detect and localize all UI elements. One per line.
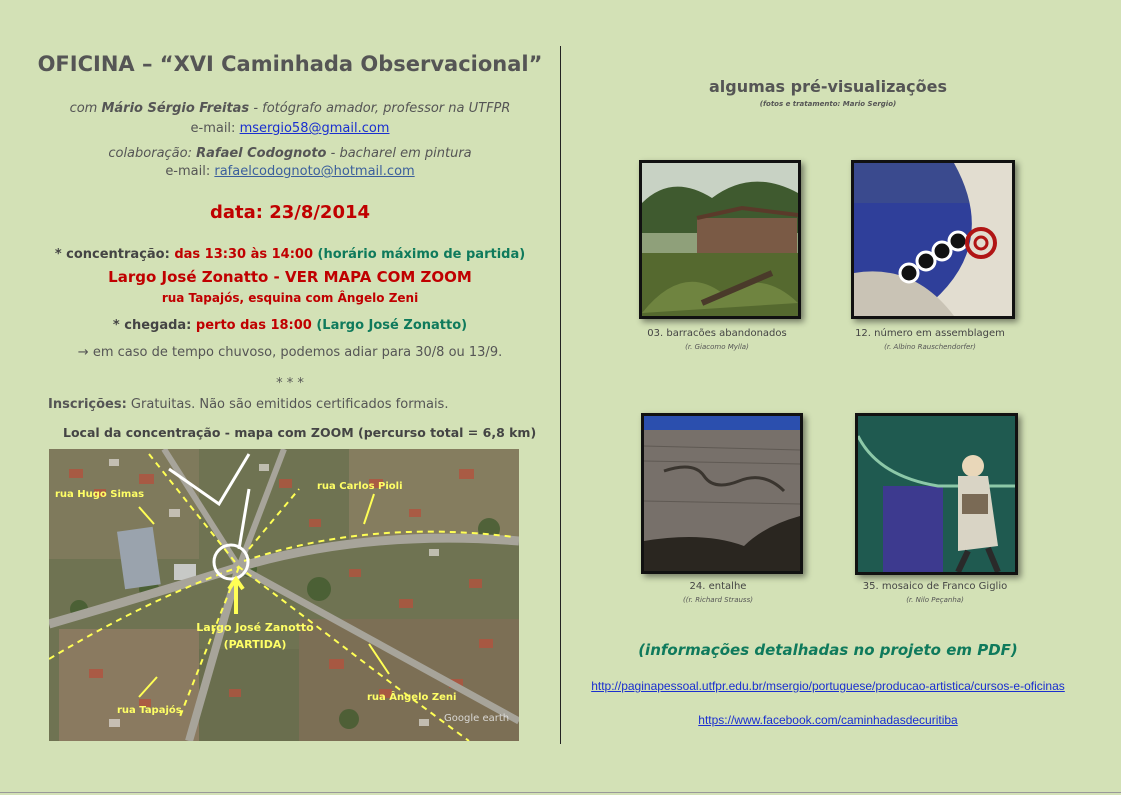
photo-mosaico-street: (r. Nilo Peçanha) (906, 596, 964, 604)
event-date: data: 23/8/2014 (209, 202, 371, 223)
email2-label: e-mail: (165, 164, 215, 179)
arrow-icon: → (77, 345, 89, 360)
author-role: - fotógrafo amador, professor na UTFPR (249, 101, 511, 116)
concentration-time: das 13:30 às 14:00 (174, 247, 314, 262)
map-label-carlos-pioli: rua Carlos Pioli (317, 481, 403, 492)
collab-line (20, 146, 560, 161)
registration-line (48, 397, 448, 412)
separator-stars: * * * (276, 376, 304, 391)
registration-text: Gratuitas. Não são emitidos certificados formais. (126, 397, 449, 412)
arrival-place: (Largo José Zonatto) (311, 318, 468, 333)
photo-numero-street: (r. Albino Rauschendorfer) (884, 343, 976, 351)
concentration-note: (horário máximo de partida) (313, 247, 526, 262)
url-facebook-row (568, 709, 1088, 728)
email1-line (20, 121, 560, 136)
photo-mosaico-caption: 35. mosaico de Franco Giglio (862, 581, 1008, 592)
photo-mosaico-image (858, 416, 1015, 572)
photo-numero[interactable] (851, 160, 1015, 319)
registration-label: Inscrições: (48, 397, 127, 412)
previews-heading: algumas pré-visualizações (708, 77, 948, 96)
author-line (20, 101, 560, 116)
previews-subheading: (fotos e tratamento: Mario Sergio) (759, 100, 897, 108)
photo-entalhe-street: ((r. Richard Strauss) (683, 596, 753, 604)
email2-link[interactable]: rafaelcodognoto@hotmail.com (214, 164, 415, 179)
concentration-label: * concentração: (54, 247, 175, 262)
place-address: rua Tapajós, esquina com Ângelo Zeni (161, 291, 419, 305)
project-url-link[interactable]: http://paginapessoal.utfpr.edu.br/msergio/portuguese/producao-artistica/cursos-e-oficinas (591, 679, 1065, 693)
arrival-label: * chegada: (112, 318, 196, 333)
photo-mosaico[interactable] (855, 413, 1018, 575)
author-prefix: com (69, 101, 102, 116)
photo-barracoes[interactable] (639, 160, 801, 319)
map-label-largo: Largo José Zanotto (196, 621, 314, 634)
map-label-tapajos: rua Tapajós (117, 705, 182, 716)
map-label-hugo-simas: rua Hugo Simas (55, 489, 145, 500)
photo-entalhe-image (644, 416, 800, 571)
photo-barracoes-caption: 03. barracões abandonados (647, 328, 787, 339)
url-project-row (568, 675, 1088, 694)
email1-label: e-mail: (190, 121, 240, 136)
aerial-map[interactable] (49, 449, 519, 741)
email1-link[interactable]: msergio58@gmail.com (239, 121, 390, 136)
map-label-angelo-zeni: rua Ângelo Zeni (367, 692, 457, 703)
collab-role: - bacharel em pintura (326, 146, 472, 161)
arrival-time: perto das 18:00 (195, 318, 312, 333)
photo-numero-image (854, 163, 1012, 316)
arrival-line (20, 318, 560, 333)
bottom-rule (0, 792, 1121, 793)
rain-line (20, 345, 560, 360)
photo-entalhe[interactable] (641, 413, 803, 574)
info-note: (informações detalhadas no projeto em PDF) (638, 641, 1018, 659)
collab-name: Rafael Codognoto (196, 146, 327, 161)
map-heading: Local da concentração - mapa com ZOOM (percurso total = 6,8 km) (63, 425, 537, 440)
email2-line (20, 164, 560, 179)
map-label-partida: (PARTIDA) (223, 638, 287, 651)
facebook-url-link[interactable]: https://www.facebook.com/caminhadasdecuritiba (698, 713, 958, 727)
page-title: OFICINA – “XVI Caminhada Observacional” (37, 52, 543, 76)
map-watermark: Google earth (444, 713, 510, 724)
concentration-line (20, 247, 560, 262)
photo-barracoes-street: (r. Giacomo Mylla) (685, 343, 749, 351)
rain-text: em caso de tempo chuvoso, podemos adiar para 30/8 ou 13/9. (88, 345, 503, 360)
photo-barracoes-image (642, 163, 798, 316)
place-title: Largo José Zonatto - VER MAPA COM ZOOM (108, 268, 472, 286)
author-name: Mário Sérgio Freitas (101, 101, 250, 116)
photo-entalhe-caption: 24. entalhe (689, 581, 747, 592)
photo-numero-caption: 12. número em assemblagem (855, 328, 1005, 339)
collab-prefix: colaboração: (108, 146, 197, 161)
column-divider (560, 46, 561, 744)
